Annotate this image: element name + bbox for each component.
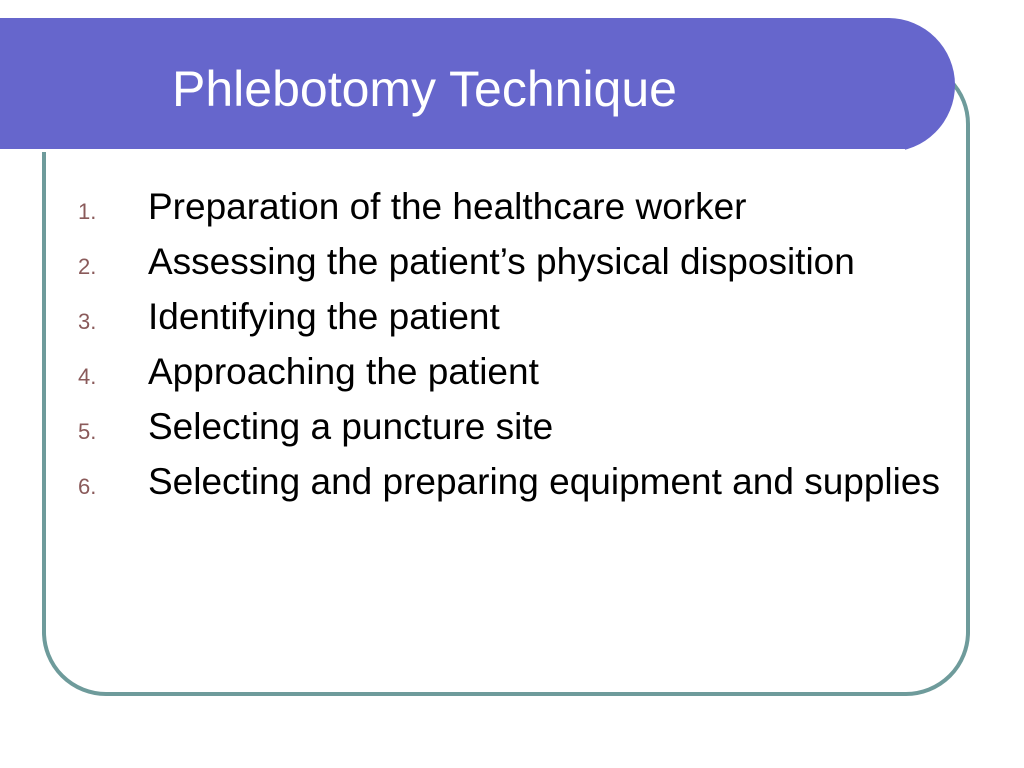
list-item-text: Assessing the patient’s physical disposition (148, 241, 855, 282)
list-item-number: 4. (78, 364, 97, 389)
list-item (78, 349, 958, 395)
list-item (78, 404, 958, 450)
list-item-text: Identifying the patient (148, 296, 500, 337)
list-item-number: 3. (78, 309, 97, 334)
list-item-number: 5. (78, 419, 97, 444)
title-banner (0, 18, 955, 152)
list-item-text: Approaching the patient (148, 351, 539, 392)
list-item (78, 459, 958, 505)
list-item-text: Selecting and preparing equipment and supplies (148, 461, 940, 502)
list-item-number: 1. (78, 199, 97, 224)
list-item (78, 294, 958, 340)
list-item-number: 2. (78, 254, 97, 279)
list-item-text: Preparation of the healthcare worker (148, 186, 747, 227)
list-item (78, 184, 958, 230)
list-item-number: 6. (78, 474, 97, 499)
list-item (78, 239, 958, 285)
slide-title: Phlebotomy Technique (172, 61, 677, 117)
title-underline (0, 149, 905, 152)
numbered-list (78, 184, 958, 514)
list-item-text: Selecting a puncture site (148, 406, 554, 447)
